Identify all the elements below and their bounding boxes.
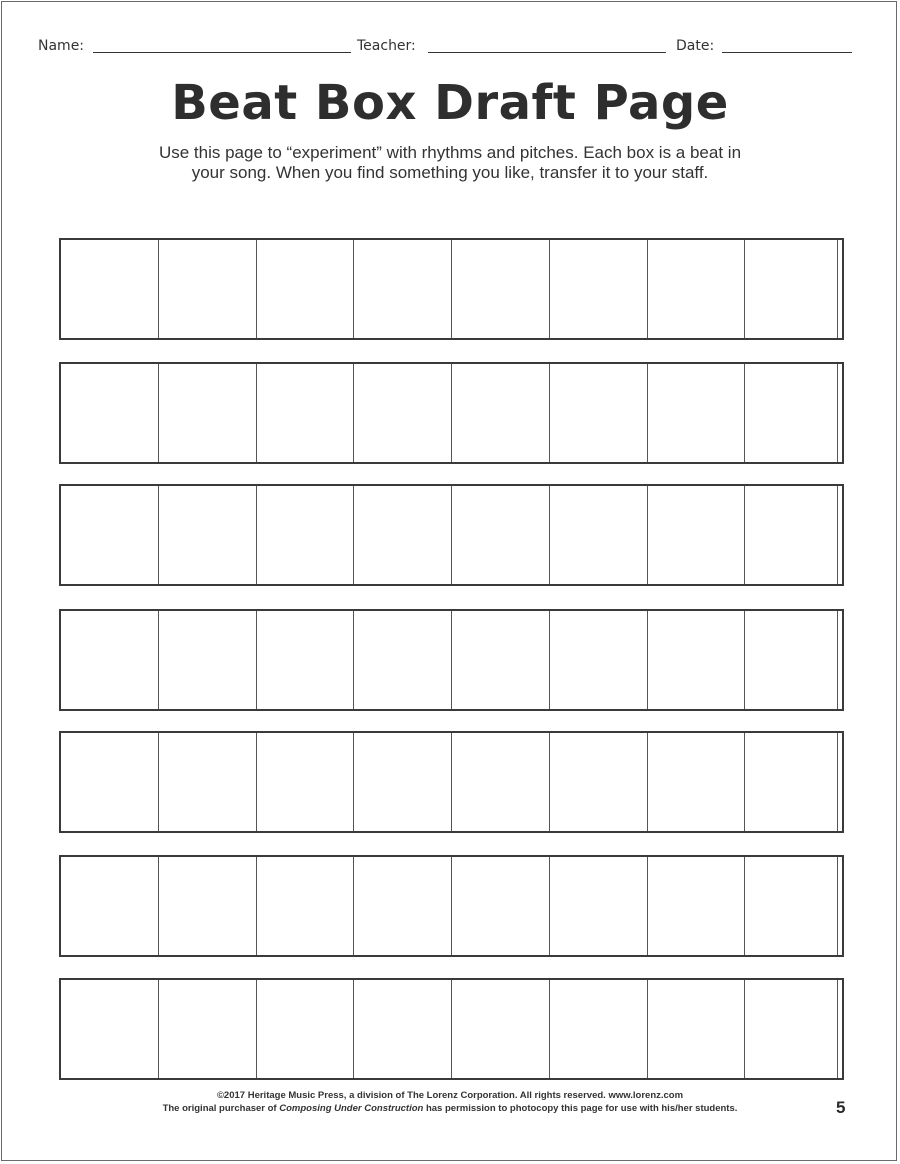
beat-row: [59, 484, 844, 586]
beat-box[interactable]: [354, 733, 452, 831]
beat-box[interactable]: [745, 486, 842, 584]
beat-box[interactable]: [354, 611, 452, 709]
beat-box[interactable]: [550, 364, 648, 462]
permission-prefix: The original purchaser of: [162, 1103, 280, 1114]
beat-box[interactable]: [257, 240, 355, 338]
name-field[interactable]: [93, 52, 351, 53]
page-number: 5: [836, 1098, 846, 1117]
permission-suffix: has permission to photocopy this page for use with his/her students.: [423, 1103, 738, 1114]
beat-row: [59, 238, 844, 340]
beat-box[interactable]: [61, 733, 159, 831]
beat-box[interactable]: [550, 486, 648, 584]
beat-box[interactable]: [648, 857, 746, 955]
beat-box[interactable]: [61, 240, 159, 338]
beat-box[interactable]: [257, 611, 355, 709]
beat-box[interactable]: [550, 733, 648, 831]
header-fields: [38, 37, 858, 57]
beat-box[interactable]: [452, 611, 550, 709]
beat-box[interactable]: [648, 733, 746, 831]
beat-box[interactable]: [550, 980, 648, 1078]
beat-box[interactable]: [159, 611, 257, 709]
beat-box[interactable]: [745, 611, 842, 709]
beat-row: [59, 855, 844, 957]
beat-box[interactable]: [354, 240, 452, 338]
beat-box[interactable]: [61, 486, 159, 584]
beat-box[interactable]: [257, 733, 355, 831]
beat-box[interactable]: [159, 364, 257, 462]
beat-box[interactable]: [452, 486, 550, 584]
date-label: Date:: [676, 38, 715, 54]
beat-row: [59, 731, 844, 833]
beat-box[interactable]: [648, 486, 746, 584]
instructions-line-2: your song. When you find something you like, transfer it to your staff.: [191, 163, 709, 182]
beat-box[interactable]: [648, 980, 746, 1078]
beat-box[interactable]: [745, 364, 842, 462]
beat-box[interactable]: [745, 980, 842, 1078]
beat-box[interactable]: [745, 857, 842, 955]
beat-box[interactable]: [452, 240, 550, 338]
date-field[interactable]: [722, 52, 852, 53]
beat-box[interactable]: [745, 240, 842, 338]
beat-box[interactable]: [648, 364, 746, 462]
beat-box[interactable]: [159, 240, 257, 338]
beat-box[interactable]: [61, 611, 159, 709]
beat-box[interactable]: [159, 980, 257, 1078]
beat-box[interactable]: [61, 980, 159, 1078]
beat-box[interactable]: [354, 486, 452, 584]
teacher-label: Teacher:: [357, 38, 416, 54]
permission-notice: [60, 1102, 840, 1115]
copyright-notice: ©2017 Heritage Music Press, a division of The Lorenz Corporation. All rights reserved. www.lorenz.com: [216, 1090, 684, 1101]
teacher-field[interactable]: [428, 52, 666, 53]
name-label: Name:: [38, 38, 85, 54]
instructions: [100, 143, 800, 183]
beat-box[interactable]: [257, 857, 355, 955]
beat-row: [59, 362, 844, 464]
beat-box[interactable]: [257, 486, 355, 584]
beat-box[interactable]: [354, 980, 452, 1078]
book-title: Composing Under Construction: [279, 1103, 424, 1114]
beat-box[interactable]: [159, 486, 257, 584]
beat-box[interactable]: [648, 611, 746, 709]
instructions-line-1: Use this page to “experiment” with rhythms and pitches. Each box is a beat in: [158, 143, 742, 162]
beat-box[interactable]: [550, 611, 648, 709]
beat-box[interactable]: [61, 857, 159, 955]
beat-row: [59, 978, 844, 1080]
beat-box[interactable]: [159, 857, 257, 955]
beat-box[interactable]: [452, 364, 550, 462]
beat-box[interactable]: [257, 980, 355, 1078]
beat-row: [59, 609, 844, 711]
beat-box[interactable]: [745, 733, 842, 831]
beat-box[interactable]: [159, 733, 257, 831]
beat-box[interactable]: [452, 733, 550, 831]
beat-box[interactable]: [61, 364, 159, 462]
footer: [60, 1089, 840, 1115]
beat-box[interactable]: [452, 980, 550, 1078]
beat-box[interactable]: [452, 857, 550, 955]
beat-box[interactable]: [550, 240, 648, 338]
beat-box[interactable]: [354, 364, 452, 462]
beat-box[interactable]: [354, 857, 452, 955]
beat-box[interactable]: [648, 240, 746, 338]
page-title: Beat Box Draft Page: [171, 75, 729, 131]
beat-box[interactable]: [257, 364, 355, 462]
beat-box[interactable]: [550, 857, 648, 955]
